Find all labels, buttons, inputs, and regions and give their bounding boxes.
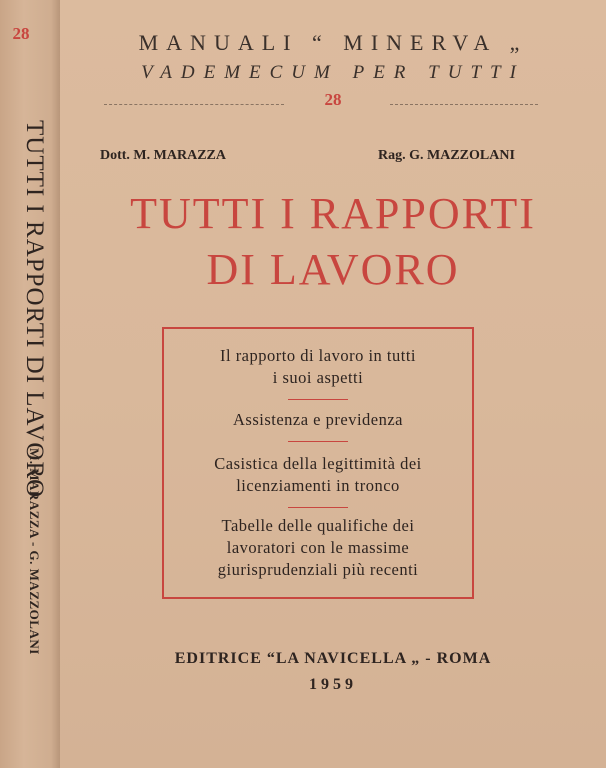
contents-line: Tabelle delle qualifiche dei [221,516,415,535]
author-mazzolani: Rag. G. MAZZOLANI [378,148,515,163]
contents-box [162,327,474,599]
contents-item [164,453,472,497]
author-marazza: Dott. M. MARAZZA [100,148,226,163]
publisher: EDITRICE “LA NAVICELLA „ - ROMA [174,650,492,667]
front-cover [60,0,606,768]
contents-line: licenziamenti in tronco [236,476,400,495]
contents-line: Casistica della legittimità dei [214,454,422,473]
spine-number: 28 [12,24,30,43]
contents-item [164,515,472,581]
contents-line: i suoi aspetti [272,368,364,387]
contents-line: Il rapporto di lavoro in tutti [219,346,416,365]
spine-authors: M. MARAZZA - G. MAZZOLANI [27,448,42,655]
book-title-line-2: DI LAVORO [206,245,460,294]
series-name: MANUALI “ MINERVA „ [138,30,528,55]
contents-divider [288,399,348,400]
spine-title: TUTTI I RAPPORTI DI LAVORO [21,120,48,499]
book-spine [0,0,61,768]
contents-divider [288,507,348,508]
contents-line: lavoratori con le massime [226,538,410,557]
contents-line: Assistenza e previdenza [232,410,403,429]
series-subtitle: VADEMECUM PER TUTTI [141,62,525,83]
contents-item [164,409,472,431]
contents-divider [288,441,348,442]
contents-item [164,345,472,389]
book-title-line-1: TUTTI I RAPPORTI [130,189,536,238]
contents-line: giurisprudenziali più recenti [217,560,419,579]
publication-year: 1959 [309,676,357,693]
volume-number: 28 [324,90,342,109]
dashed-rule-right [390,104,538,105]
